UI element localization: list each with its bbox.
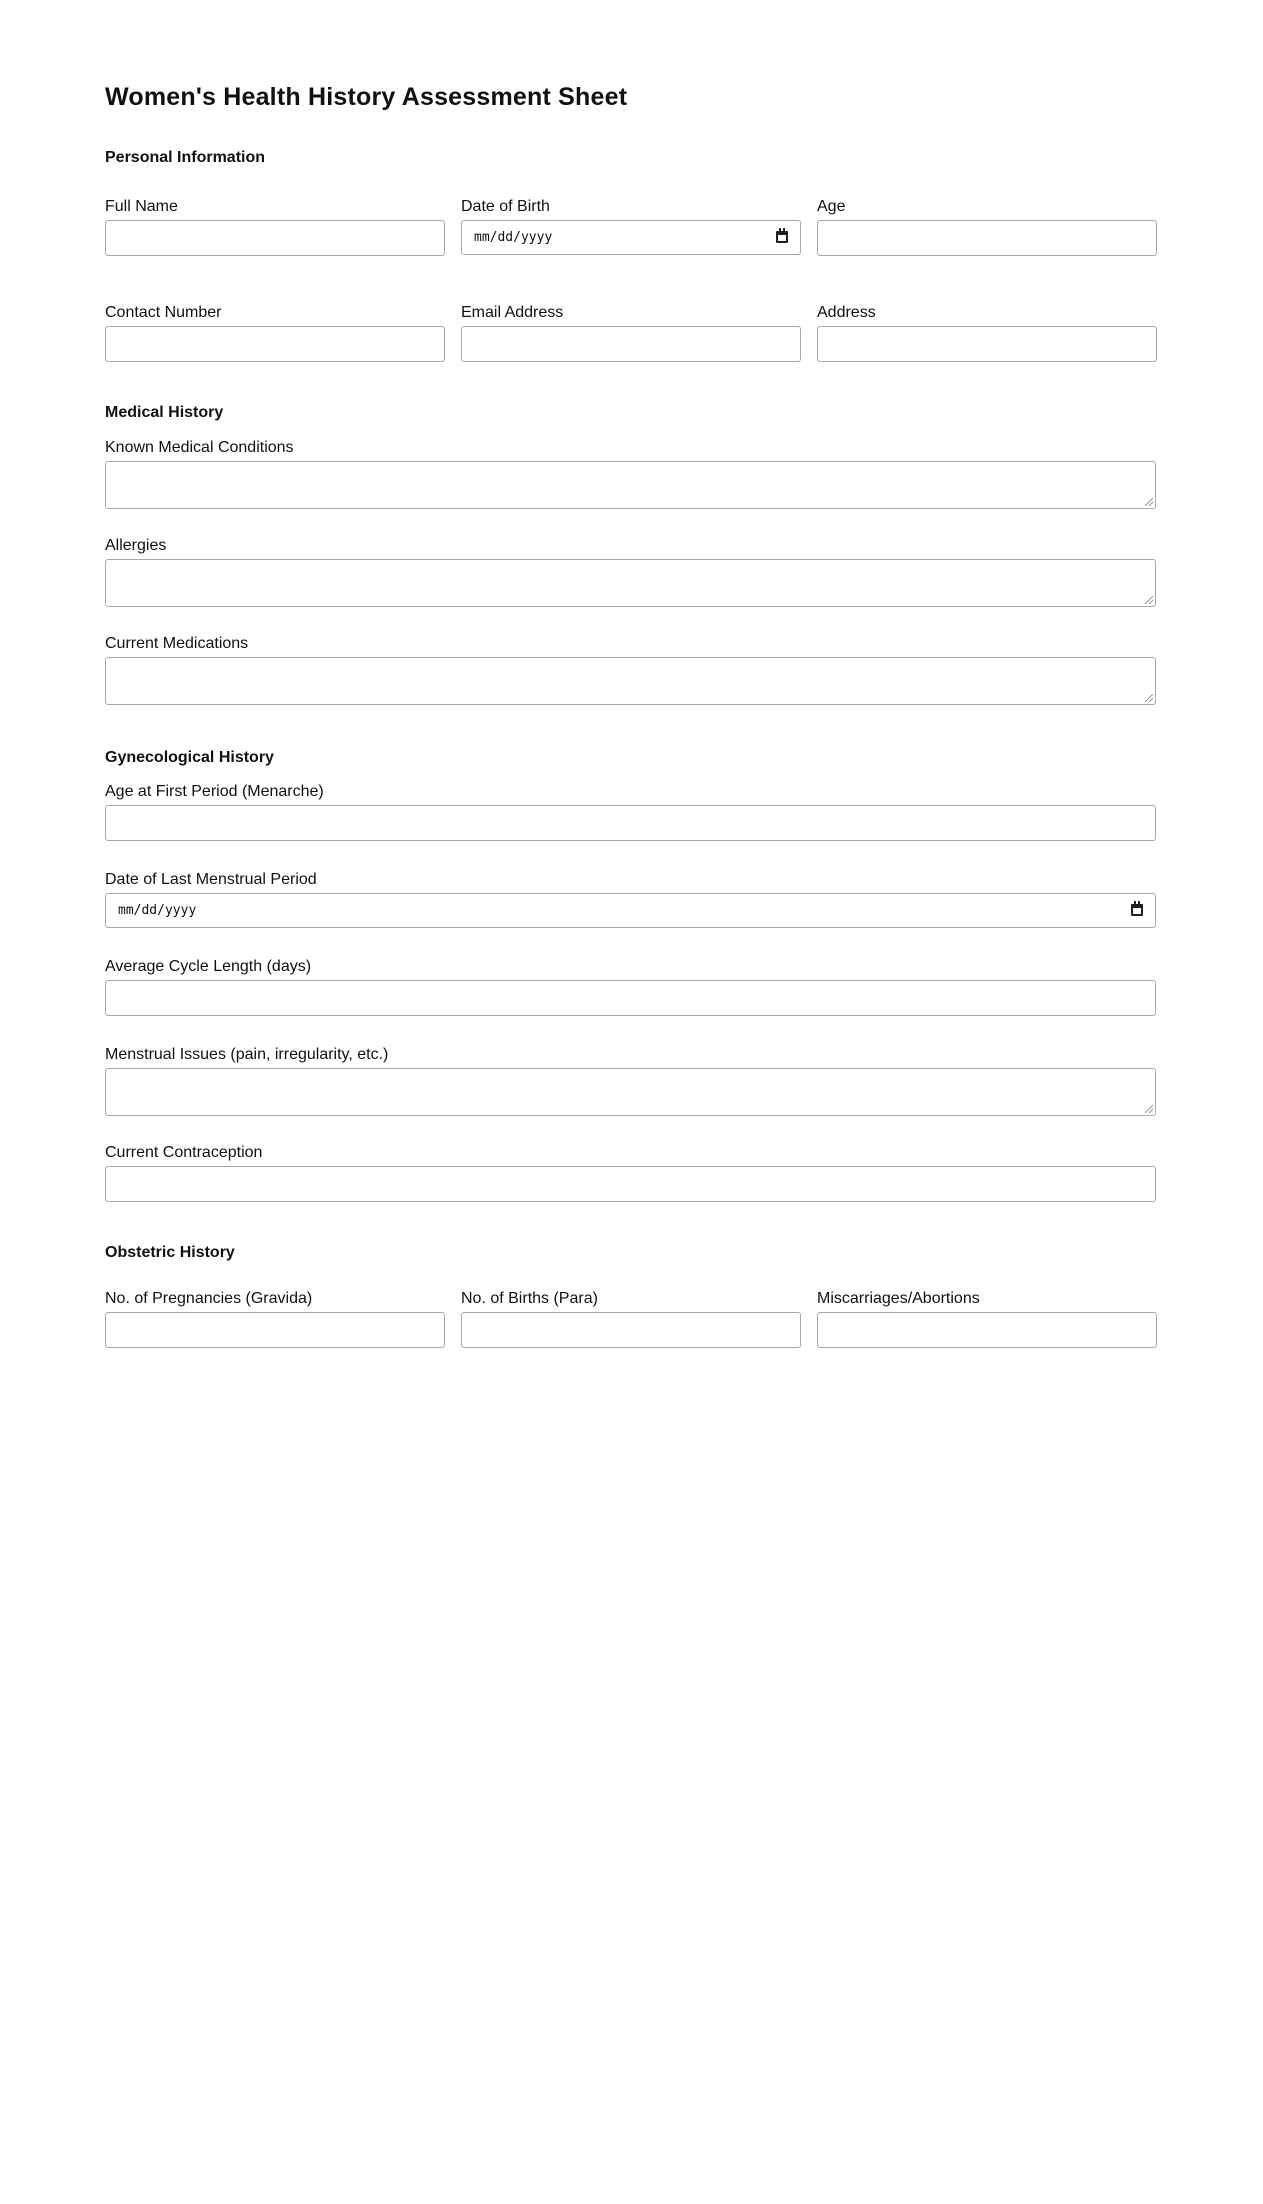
email-address-input[interactable] <box>461 326 801 362</box>
miscarriages-abortions-label: Miscarriages/Abortions <box>817 1290 980 1307</box>
obstetric-row <box>105 1289 1156 1348</box>
gravida-label: No. of Pregnancies (Gravida) <box>105 1290 313 1307</box>
age-group <box>817 197 1157 256</box>
last-menstrual-period-input[interactable] <box>105 893 1156 928</box>
address-group <box>817 303 1157 362</box>
menstrual-issues-textarea[interactable] <box>105 1068 1156 1116</box>
address-input[interactable] <box>817 326 1157 362</box>
contact-number-input[interactable] <box>105 326 445 362</box>
date-of-birth-label: Date of Birth <box>461 198 550 215</box>
age-input[interactable] <box>817 220 1157 256</box>
resize-grip-icon[interactable] <box>1145 498 1153 506</box>
allergies-textarea[interactable] <box>105 559 1156 607</box>
calendar-icon[interactable] <box>1131 904 1143 916</box>
current-contraception-input[interactable] <box>105 1166 1156 1202</box>
current-medications-textarea[interactable] <box>105 657 1156 705</box>
para-group <box>461 1289 801 1348</box>
date-of-birth-placeholder: mm/dd/yyyy <box>474 230 553 245</box>
section-title-personal-information: Personal Information <box>105 149 266 166</box>
full-name-group <box>105 197 445 256</box>
email-address-label: Email Address <box>461 304 564 321</box>
full-name-input[interactable] <box>105 220 445 256</box>
allergies-label: Allergies <box>105 537 167 554</box>
known-medical-conditions-label: Known Medical Conditions <box>105 439 294 456</box>
para-input[interactable] <box>461 1312 801 1348</box>
health-history-form <box>105 82 1156 1348</box>
section-title-gynecological-history: Gynecological History <box>105 749 274 766</box>
current-medications-label: Current Medications <box>105 635 249 652</box>
menarche-input[interactable] <box>105 805 1156 841</box>
known-medical-conditions-textarea[interactable] <box>105 461 1156 509</box>
date-of-birth-input[interactable] <box>461 220 801 255</box>
miscarriages-abortions-input[interactable] <box>817 1312 1157 1348</box>
section-title-medical-history: Medical History <box>105 404 224 421</box>
menarche-label: Age at First Period (Menarche) <box>105 783 324 800</box>
full-name-label: Full Name <box>105 198 178 215</box>
menstrual-issues-label: Menstrual Issues (pain, irregularity, etc.) <box>105 1046 389 1063</box>
resize-grip-icon[interactable] <box>1145 1105 1153 1113</box>
calendar-icon[interactable] <box>776 231 788 243</box>
average-cycle-length-label: Average Cycle Length (days) <box>105 958 312 975</box>
address-label: Address <box>817 304 876 321</box>
section-title-obstetric-history: Obstetric History <box>105 1244 235 1261</box>
last-menstrual-period-label: Date of Last Menstrual Period <box>105 871 317 888</box>
date-of-birth-group <box>461 197 801 256</box>
contact-number-label: Contact Number <box>105 304 222 321</box>
gravida-group <box>105 1289 445 1348</box>
page-title: Women's Health History Assessment Sheet <box>105 83 628 111</box>
gravida-input[interactable] <box>105 1312 445 1348</box>
personal-row-2 <box>105 303 1156 362</box>
current-contraception-label: Current Contraception <box>105 1144 263 1161</box>
age-label: Age <box>817 198 846 215</box>
para-label: No. of Births (Para) <box>461 1290 598 1307</box>
email-address-group <box>461 303 801 362</box>
resize-grip-icon[interactable] <box>1145 596 1153 604</box>
contact-number-group <box>105 303 445 362</box>
miscarriages-abortions-group <box>817 1289 1157 1348</box>
resize-grip-icon[interactable] <box>1145 694 1153 702</box>
average-cycle-length-input[interactable] <box>105 980 1156 1016</box>
last-menstrual-period-placeholder: mm/dd/yyyy <box>118 903 197 918</box>
personal-row-1 <box>105 197 1156 256</box>
